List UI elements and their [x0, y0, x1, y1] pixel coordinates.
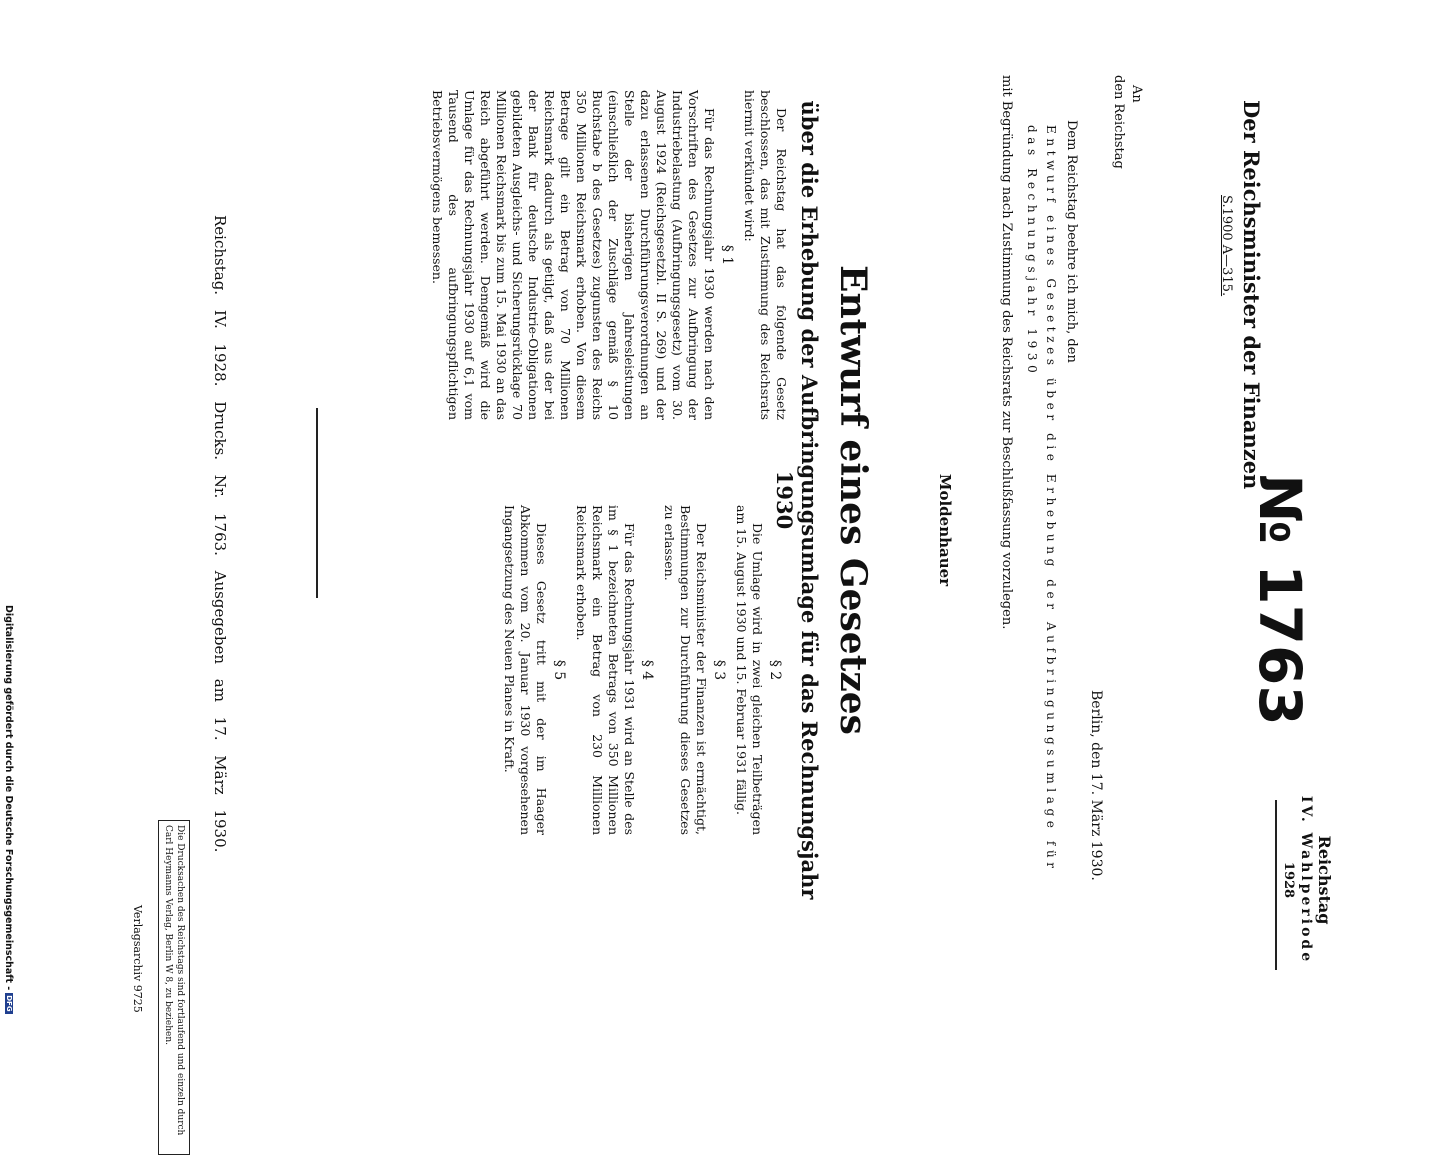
intro-line-1: Dem Reichstag beehre ich mich, den: [1064, 120, 1079, 363]
section-2-text: Die Umlage wird in zwei gleichen Teilbeträgen am 15. August 1930 und 15. Februar 1931 fällig.: [734, 505, 765, 835]
archive-number: Verlagsarchiv 9725: [131, 905, 144, 1013]
bill-title: Entwurf eines Gesetzes: [832, 265, 874, 735]
left-column: [429, 90, 789, 420]
section-5-text: Dieses Gesetz tritt mit der im Haager Abkommen vom 20. Januar 1930 vorgesehenen Ingangsetzung des Neuen Planes in Kraft.: [502, 505, 549, 835]
intro-line-2: mit Begründung nach Zustimmung des Reichsrats zur Beschlußfassung vorzulegen.: [999, 75, 1014, 630]
intro-bill-title: Entwurf eines Gesetzes über die Erhebung der Aufbringungsumlage für das Rechnungsjahr 1930: [1025, 125, 1058, 873]
date-line: Berlin, den 17. März 1930.: [1088, 690, 1104, 881]
section-3-label: § 3: [711, 659, 727, 681]
section-4-text: Für das Rechnungsjahr 1931 wird an Stelle des im § 1 bezeichneten Betrags von 350 Millionen Reichsmark ein Betrag von 230 Millionen Reichsmark erhoben.: [574, 505, 637, 835]
end-rule: [316, 408, 318, 598]
section-4-label: § 4: [639, 659, 655, 681]
header-rule: [1275, 800, 1277, 970]
file-reference: S.1900 A—315.: [1219, 195, 1234, 297]
publisher-note: Die Drucksachen des Reichstags sind fortlaufend und einzeln durch Carl Heymanns Verlag, Berlin W 8, zu beziehen.: [158, 820, 190, 1155]
footer-line: Reichstag. IV. 1928. Drucks. Nr. 1763. Ausgegeben am 17. März 1930.: [211, 215, 229, 853]
reichstag-heading: Reichstag: [1315, 835, 1334, 925]
addressee: den Reichstag: [1111, 75, 1126, 169]
wahlperiode: IV. Wahlperiode: [1298, 795, 1314, 965]
signature: Moldenhauer: [936, 473, 954, 587]
digitization-note: Digitalisierung gefördert durch die Deutsche Forschungsgemeinschaft -: [3, 605, 15, 991]
sender: Der Reichsminister der Finanzen: [1239, 100, 1264, 490]
bill-subtitle: über die Erhebung der Aufbringungsumlage für das Rechnungsjahr 1930: [772, 100, 822, 900]
digitization-strip: [2, 605, 16, 1012]
addressee-an: An: [1129, 85, 1144, 103]
preamble: Der Reichstag hat das folgende Gesetz beschlossen, das mit Zustimmung des Reichsrats hiermit verkündet wird:: [742, 90, 789, 420]
document-number: № 1763: [1246, 474, 1314, 726]
dfg-logo: DFG: [5, 995, 13, 1012]
section-2-label: § 2: [767, 659, 783, 681]
section-1-label: § 1: [719, 244, 735, 266]
wahlperiode-year: 1928: [1281, 861, 1296, 899]
section-3-text: Der Reichsminister der Finanzen ist ermächtigt, Bestimmungen zur Durchführung dieses Gesetzes zu erlassen.: [662, 505, 709, 835]
section-5-label: § 5: [551, 659, 567, 681]
right-column: [501, 505, 789, 835]
section-1-text: Für das Rechnungsjahr 1930 werden nach den Vorschriften des Gesetzes zur Aufbringung der Industriebelastung (Aufbringungsgesetz) vom 30. August 1924 (Reichsgesetzbl. II S. 269) und der dazu erlassenen Durchführungsverordnungen an Stelle der bisherigen Jahresleistungen (einschließlich der Zuschläge gemäß § 10 Buchstabe b des Gesetzes) zugunsten des Reichs 350 Millionen Reichsmark erhoben. Von diesem Betrage gilt ein Betrag von 70 Millionen Reichsmark dadurch als getilgt, daß aus der bei der Bank für deutsche Industrie-Obligationen gebildeten Ausgleichs- und Sicherungsrücklage 70 Millionen Reichsmark bis zum 15. Mai 1930 an das Reich abgeführt werden. Demgemäß wird die Umlage für das Rechnungsjahr 1930 auf 6,1 vom Tausend des aufbringungspflichtigen Betriebsvermögens bemessen.: [430, 90, 717, 420]
